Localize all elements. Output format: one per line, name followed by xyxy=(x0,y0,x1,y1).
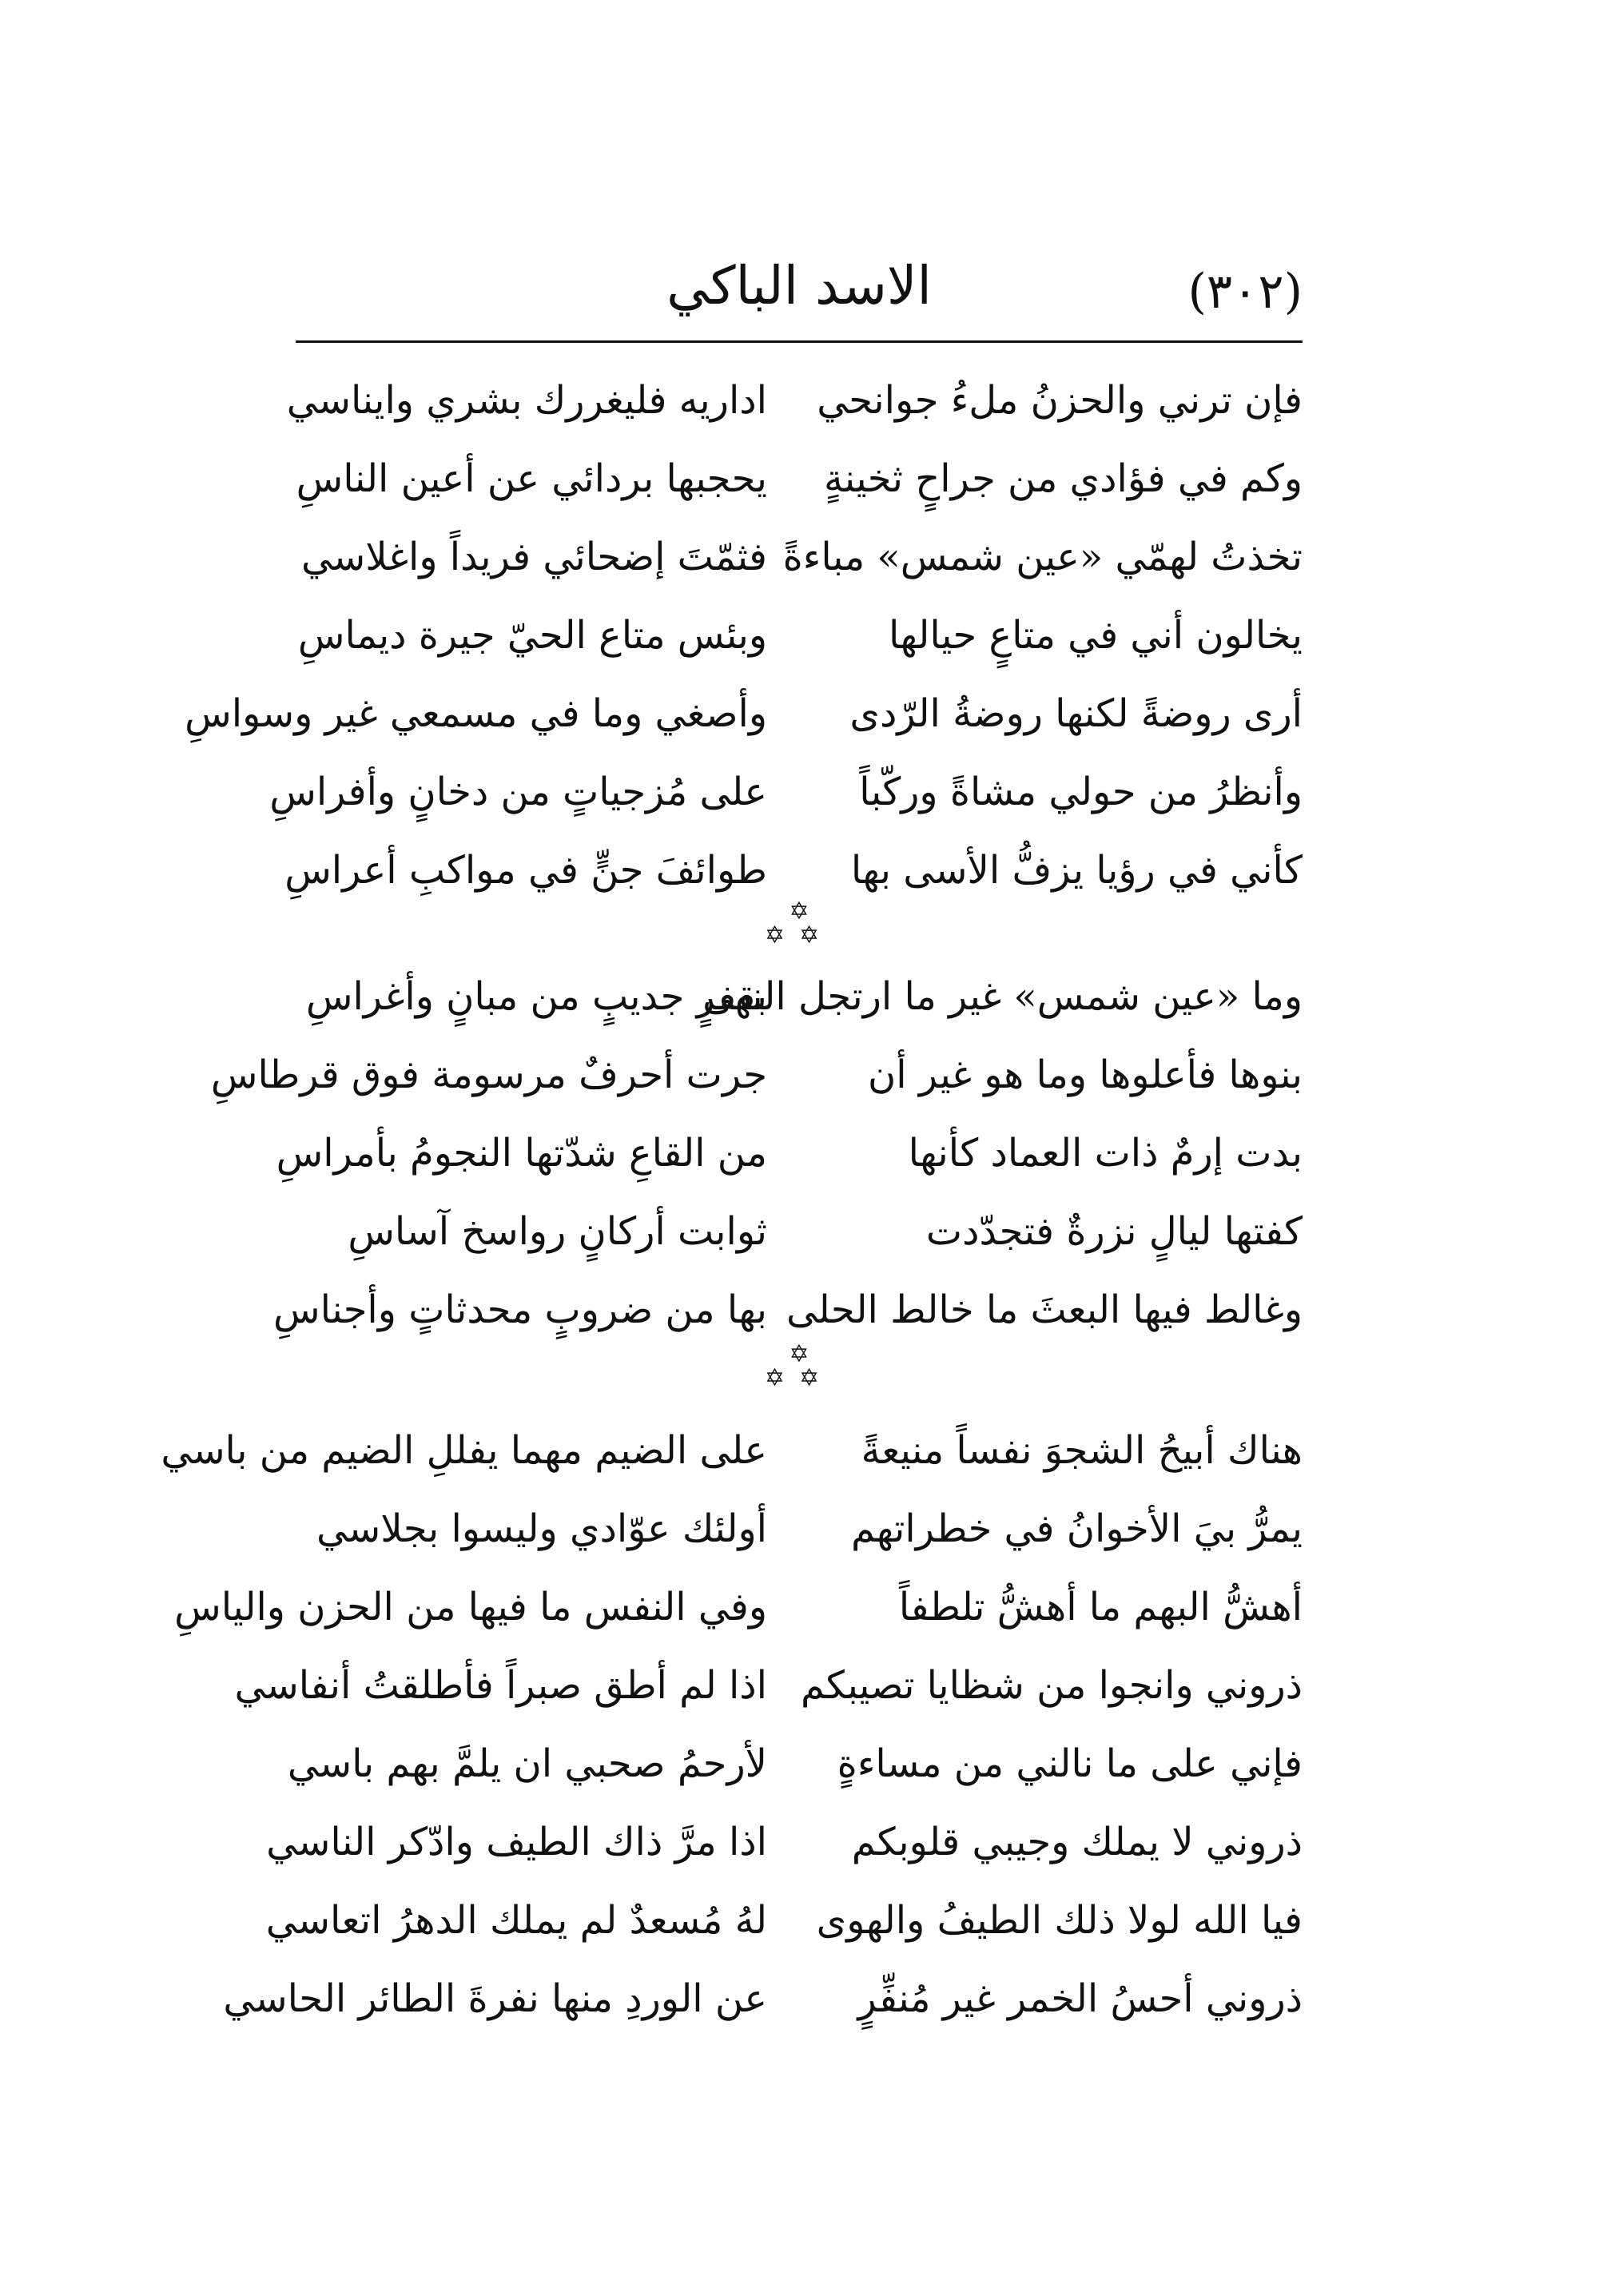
star-divider xyxy=(296,897,1303,949)
second-hemistich: على مُزجياتٍ من دخانٍ وأفراسِ xyxy=(269,770,767,814)
first-hemistich: فإني على ما نالني من مساءةٍ xyxy=(837,1741,1303,1786)
first-hemistich: ذروني أحسُ الخمر غير مُنفِّرٍ xyxy=(857,1976,1303,2021)
second-hemistich: بها من ضروبٍ محدثاتٍ وأجناسِ xyxy=(273,1287,767,1332)
second-hemistich: لهُ مُسعدٌ لم يملك الدهرُ اتعاسي xyxy=(265,1898,767,1943)
first-hemistich: يمرُّ بيَ الأخوانُ في خطراتهم xyxy=(850,1506,1303,1551)
first-hemistich: هناك أبيحُ الشجوَ نفساً منيعةً xyxy=(861,1428,1303,1473)
poem-section-1 xyxy=(185,361,1303,909)
first-hemistich: وغالط فيها البعثَ ما خالط الحلى xyxy=(786,1287,1303,1332)
star-divider xyxy=(296,1340,1303,1392)
verse-line xyxy=(234,1646,1303,1725)
verse-line xyxy=(174,1568,1303,1646)
first-hemistich: فيا الله لولا ذلك الطيفُ والهوى xyxy=(816,1898,1303,1943)
first-hemistich: ذروني وانجوا من شظايا تصيبكم xyxy=(801,1663,1303,1708)
verse-line xyxy=(296,440,1303,518)
second-hemistich: اذا لم أطق صبراً فأطلقتُ أنفاسي xyxy=(234,1663,767,1708)
first-hemistich: بدت إرمٌ ذات العماد كأنها xyxy=(908,1131,1303,1176)
second-hemistich: يحجبها بردائي عن أعين الناسِ xyxy=(296,456,767,501)
poem-section-2 xyxy=(210,957,1303,1349)
second-hemistich: ثوابت أركانٍ رواسخ آساسِ xyxy=(348,1209,767,1254)
page-number: (٣٠٢) xyxy=(1187,264,1303,320)
first-hemistich: بنوها فأعلوها وما هو غير أن xyxy=(868,1052,1303,1097)
verse-line xyxy=(210,1036,1303,1114)
first-hemistich: وما «عين شمس» غير ما ارتجل النهى xyxy=(702,974,1303,1019)
second-hemistich: بقفرٍ جديبٍ من مبانٍ وأغراسِ xyxy=(305,974,767,1019)
second-hemistich: على الضيم مهما يفللِ الضيم من باسي xyxy=(161,1428,767,1473)
verse-line xyxy=(276,1114,1303,1192)
verse-line xyxy=(223,1960,1303,2038)
second-hemistich: لأرحمُ صحبي ان يلمَّ بهم باسي xyxy=(287,1741,767,1786)
second-hemistich: طوائفَ جنٍّ في مواكبِ أعراسِ xyxy=(284,848,767,893)
first-hemistich: يخالون أني في متاعٍ حيالها xyxy=(889,613,1303,658)
star-ornament: ✡✡ xyxy=(764,1364,834,1392)
verse-line xyxy=(185,674,1303,753)
first-hemistich: كفتها ليالٍ نزرةٌ فتجدّدت xyxy=(925,1209,1303,1254)
verse-line xyxy=(161,1411,1303,1490)
second-hemistich: أولئك عوّادي وليسوا بجلاسي xyxy=(316,1506,767,1551)
verse-line xyxy=(273,1271,1303,1349)
star-ornament: ✡ xyxy=(789,897,809,925)
second-hemistich: من القاعِ شدّتها النجومُ بأمراسِ xyxy=(276,1131,767,1176)
verse-line xyxy=(266,1803,1303,1881)
second-hemistich: اذا مرَّ ذاك الطيف وادّكر الناسي xyxy=(266,1820,767,1864)
page-title: الاسد الباكي xyxy=(666,255,932,316)
second-hemistich: فثمّتَ إضحائي فريداً واغلاسي xyxy=(301,535,767,579)
header-rule xyxy=(296,340,1303,343)
verse-line xyxy=(296,596,1303,674)
second-hemistich: وأصغي وما في مسمعي غير وسواسِ xyxy=(185,691,767,736)
first-hemistich: ذروني لا يملك وجيبي قلوبكم xyxy=(851,1820,1303,1864)
star-ornament: ✡ xyxy=(789,1340,809,1368)
first-hemistich: أهشُّ البهم ما أهشُّ تلطفاً xyxy=(898,1585,1303,1629)
second-hemistich: وبئس متاع الحيّ جيرة ديماسِ xyxy=(297,613,767,658)
second-hemistich: اداريه فليغررك بشري وايناسي xyxy=(286,378,767,423)
first-hemistich: أرى روضةً لكنها روضةُ الرّدى xyxy=(849,691,1303,736)
verse-line xyxy=(296,1490,1303,1568)
poem-section-3 xyxy=(161,1411,1303,2038)
first-hemistich: تخذتُ لهمّي «عين شمس» مباءةً xyxy=(782,535,1303,579)
running-head xyxy=(296,254,1303,326)
first-hemistich: وأنظرُ من حولي مشاةً وركّباً xyxy=(859,770,1303,814)
second-hemistich: وفي النفس ما فيها من الحزن والياسِ xyxy=(174,1585,767,1629)
first-hemistich: وكم في فؤادي من جراحٍ ثخينةٍ xyxy=(823,456,1303,501)
verse-line xyxy=(286,361,1303,440)
star-ornament: ✡✡ xyxy=(764,921,834,949)
verse-line xyxy=(296,1192,1303,1271)
first-hemistich: كأني في رؤيا يزفُّ الأسى بها xyxy=(850,848,1303,893)
verse-line xyxy=(296,518,1303,596)
second-hemistich: جرت أحرفٌ مرسومة فوق قرطاسِ xyxy=(210,1052,767,1097)
verse-line xyxy=(265,1881,1303,1960)
first-hemistich: فإن ترني والحزنُ ملءُ جوانحي xyxy=(817,378,1303,423)
verse-line xyxy=(296,957,1303,1036)
second-hemistich: عن الوردِ منها نفرةَ الطائر الحاسي xyxy=(223,1976,767,2021)
verse-line xyxy=(287,1725,1303,1803)
verse-line xyxy=(269,753,1303,831)
